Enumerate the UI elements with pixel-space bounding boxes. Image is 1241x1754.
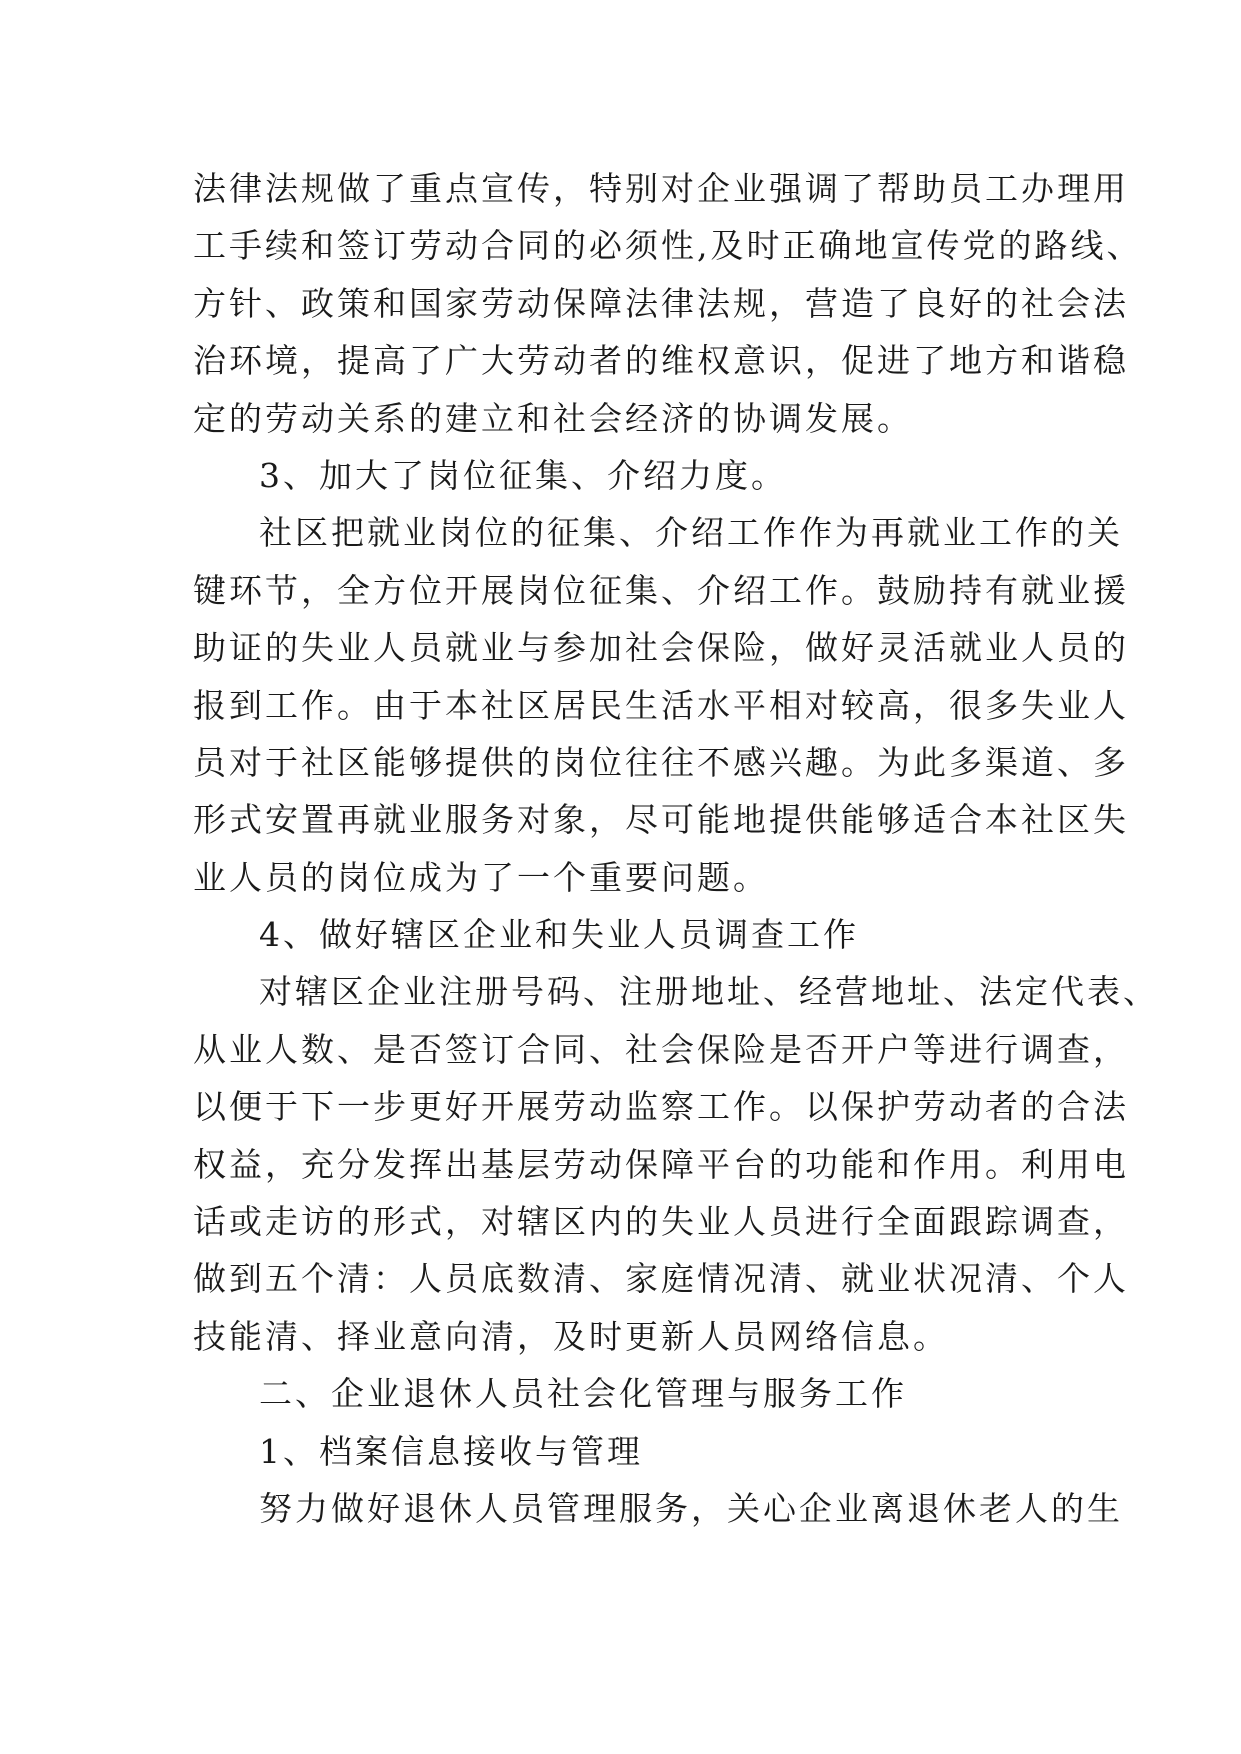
paragraph-line: 定的劳动关系的建立和社会经济的协调发展。: [193, 398, 913, 438]
section-heading-4: 4、做好辖区企业和失业人员调查工作: [259, 915, 859, 955]
paragraph-line: 法律法规做了重点宣传，特别对企业强调了帮助员工办理用: [193, 169, 1129, 208]
paragraph-line: 从业人数、是否签订合同、社会保险是否开户等进行调查，: [193, 1029, 1129, 1069]
paragraph-line: 努力做好退休人员管理服务，关心企业离退休老人的生: [259, 1488, 1123, 1528]
paragraph-line: 治环境，提高了广大劳动者的维权意识，促进了地方和谐稳: [193, 341, 1129, 381]
paragraph-line: 做到五个清：人员底数清、家庭情况清、就业状况清、个人: [193, 1259, 1129, 1299]
paragraph-line: 工手续和签订劳动合同的必须性,及时正确地宣传党的路线、: [193, 226, 1143, 266]
paragraph-line: 员对于社区能够提供的岗位往往不感兴趣。为此多渠道、多: [193, 742, 1129, 782]
paragraph-line: 形式安置再就业服务对象，尽可能地提供能够适合本社区失: [193, 800, 1129, 840]
subsection-heading-1: 1、档案信息接收与管理: [259, 1431, 643, 1471]
paragraph-line: 社区把就业岗位的征集、介绍工作作为再就业工作的关: [259, 513, 1123, 553]
paragraph-line: 话或走访的形式，对辖区内的失业人员进行全面跟踪调查，: [193, 1202, 1129, 1242]
paragraph-line: 方针、政策和国家劳动保障法律法规，营造了良好的社会法: [193, 283, 1129, 323]
paragraph-line: 助证的失业人员就业与参加社会保险，做好灵活就业人员的: [193, 628, 1129, 668]
paragraph-line: 业人员的岗位成为了一个重要问题。: [193, 857, 769, 897]
document-body: [193, 160, 1159, 1537]
paragraph-line: 权益，充分发挥出基层劳动保障平台的功能和作用。利用电: [193, 1144, 1129, 1184]
section-heading-2: 二、企业退休人员社会化管理与服务工作: [259, 1374, 907, 1414]
paragraph-line: 技能清、择业意向清，及时更新人员网络信息。: [193, 1316, 949, 1356]
paragraph-line: 报到工作。由于本社区居民生活水平相对较高，很多失业人: [193, 685, 1129, 725]
paragraph-line: 以便于下一步更好开展劳动监察工作。以保护劳动者的合法: [193, 1087, 1129, 1127]
section-heading-3: 3、加大了岗位征集、介绍力度。: [259, 455, 787, 495]
paragraph-line: 键环节，全方位开展岗位征集、介绍工作。鼓励持有就业援: [193, 570, 1129, 610]
paragraph-line: 对辖区企业注册号码、注册地址、经营地址、法定代表、: [259, 972, 1159, 1012]
